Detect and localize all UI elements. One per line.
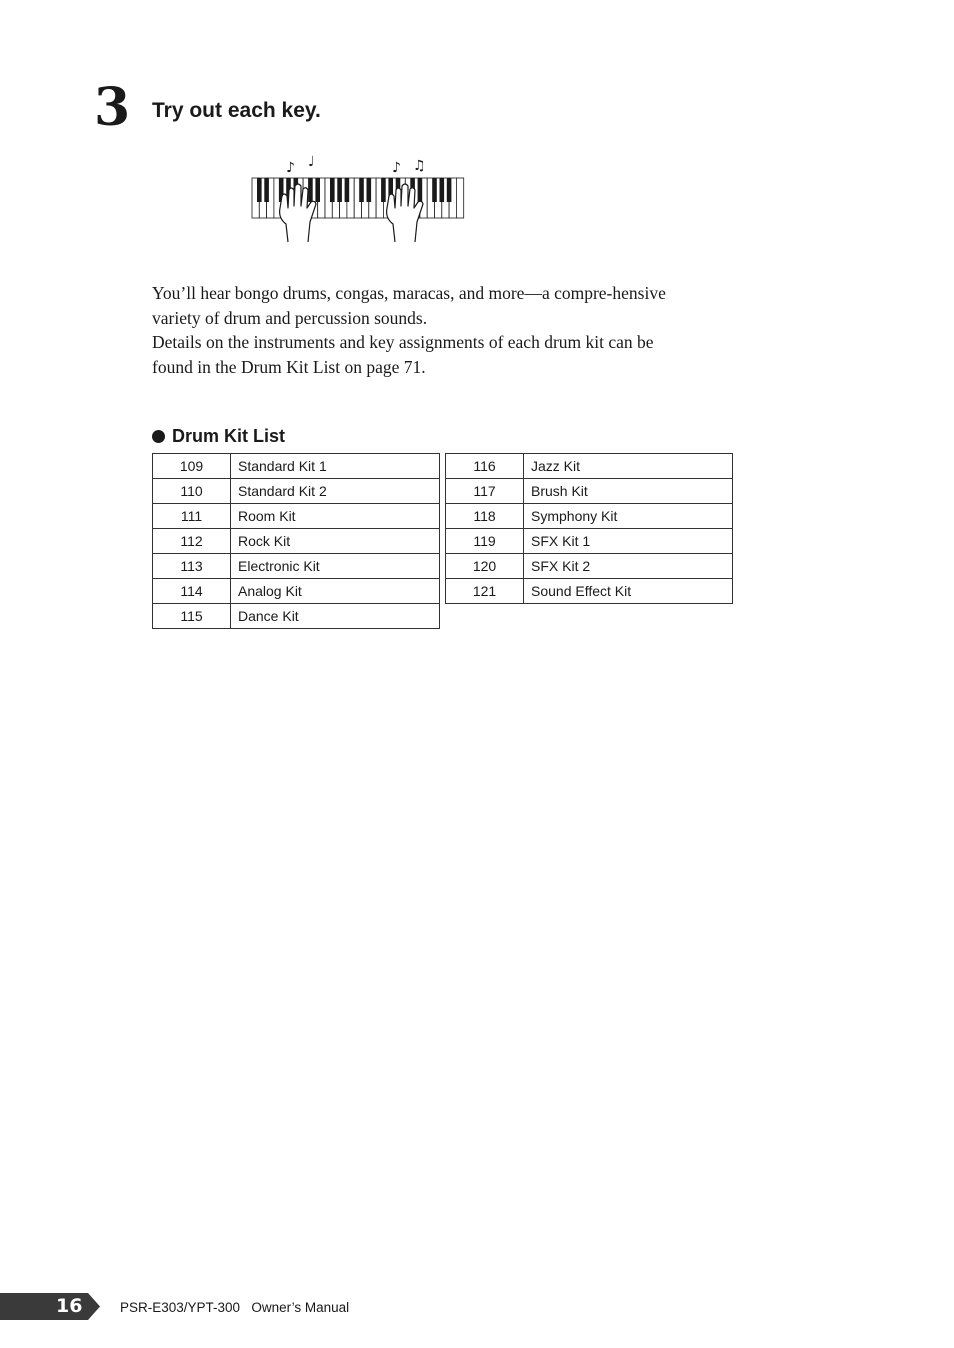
black-key (337, 178, 342, 202)
kit-name: Brush Kit (524, 479, 733, 504)
section-heading (152, 424, 285, 448)
kit-name: Rock Kit (231, 529, 440, 554)
table-row (446, 454, 733, 479)
kit-name: Sound Effect Kit (524, 579, 733, 604)
kit-name: SFX Kit 2 (524, 554, 733, 579)
black-key (359, 178, 364, 202)
table-row (446, 579, 733, 604)
kit-number: 110 (153, 479, 231, 504)
table-row (153, 529, 440, 554)
kit-name: Room Kit (231, 504, 440, 529)
kit-name: Electronic Kit (231, 554, 440, 579)
kit-number: 115 (153, 604, 231, 629)
kit-number: 112 (153, 529, 231, 554)
bullet-icon (152, 430, 165, 443)
black-key (432, 178, 437, 202)
kit-name: Dance Kit (231, 604, 440, 629)
table-row (153, 579, 440, 604)
manual-title: PSR-E303/YPT-300 Owner’s Manual (120, 1300, 350, 1315)
black-key (330, 178, 335, 202)
kit-name: Jazz Kit (524, 454, 733, 479)
black-key (367, 178, 372, 202)
white-key (456, 178, 463, 218)
music-note-icon: ♪ (392, 160, 401, 176)
paragraph-details: Details on the instruments and key assignments of each drum kit can be found in the Drum Kit List on page 71. (152, 332, 654, 377)
black-key (264, 178, 269, 202)
black-key (381, 178, 386, 202)
music-note-icon: ♪ (286, 160, 295, 176)
drum-kit-table-left (152, 453, 440, 629)
black-key (315, 178, 320, 202)
kit-number: 121 (446, 579, 524, 604)
table-row (153, 554, 440, 579)
kit-name: Standard Kit 1 (231, 454, 440, 479)
step-title: Try out each key. (152, 99, 321, 122)
kit-number: 111 (153, 504, 231, 529)
black-key (447, 178, 452, 202)
kit-name: Analog Kit (231, 579, 440, 604)
kit-number: 114 (153, 579, 231, 604)
table-row (153, 604, 440, 629)
paragraph-intro: You’ll hear bongo drums, congas, maracas, and more—a compre-hensive variety of drum and percussion sounds. (152, 283, 666, 328)
section-heading-label: Drum Kit List (172, 426, 286, 446)
table-row (446, 529, 733, 554)
black-key (308, 178, 313, 202)
kit-number: 109 (153, 454, 231, 479)
black-key (257, 178, 262, 202)
kit-number: 118 (446, 504, 524, 529)
table-row (446, 479, 733, 504)
kit-number: 119 (446, 529, 524, 554)
kit-number: 116 (446, 454, 524, 479)
music-note-icon: ♫ (413, 158, 426, 174)
kit-name: Symphony Kit (524, 504, 733, 529)
keyboard-hands-icon (248, 152, 473, 252)
drum-kit-table-right (445, 453, 733, 604)
kit-number: 117 (446, 479, 524, 504)
music-note-icon: ♩ (308, 154, 315, 170)
kit-number: 120 (446, 554, 524, 579)
kit-name: Standard Kit 2 (231, 479, 440, 504)
step-number: 3 (94, 77, 131, 138)
black-key (345, 178, 350, 202)
body-text (152, 281, 692, 379)
table-row (153, 454, 440, 479)
black-key (440, 178, 445, 202)
table-row (446, 504, 733, 529)
table-row (446, 554, 733, 579)
table-row (153, 504, 440, 529)
kit-number: 113 (153, 554, 231, 579)
black-key (418, 178, 423, 202)
table-row (153, 479, 440, 504)
page-number: 16 (56, 1295, 83, 1317)
kit-name: SFX Kit 1 (524, 529, 733, 554)
